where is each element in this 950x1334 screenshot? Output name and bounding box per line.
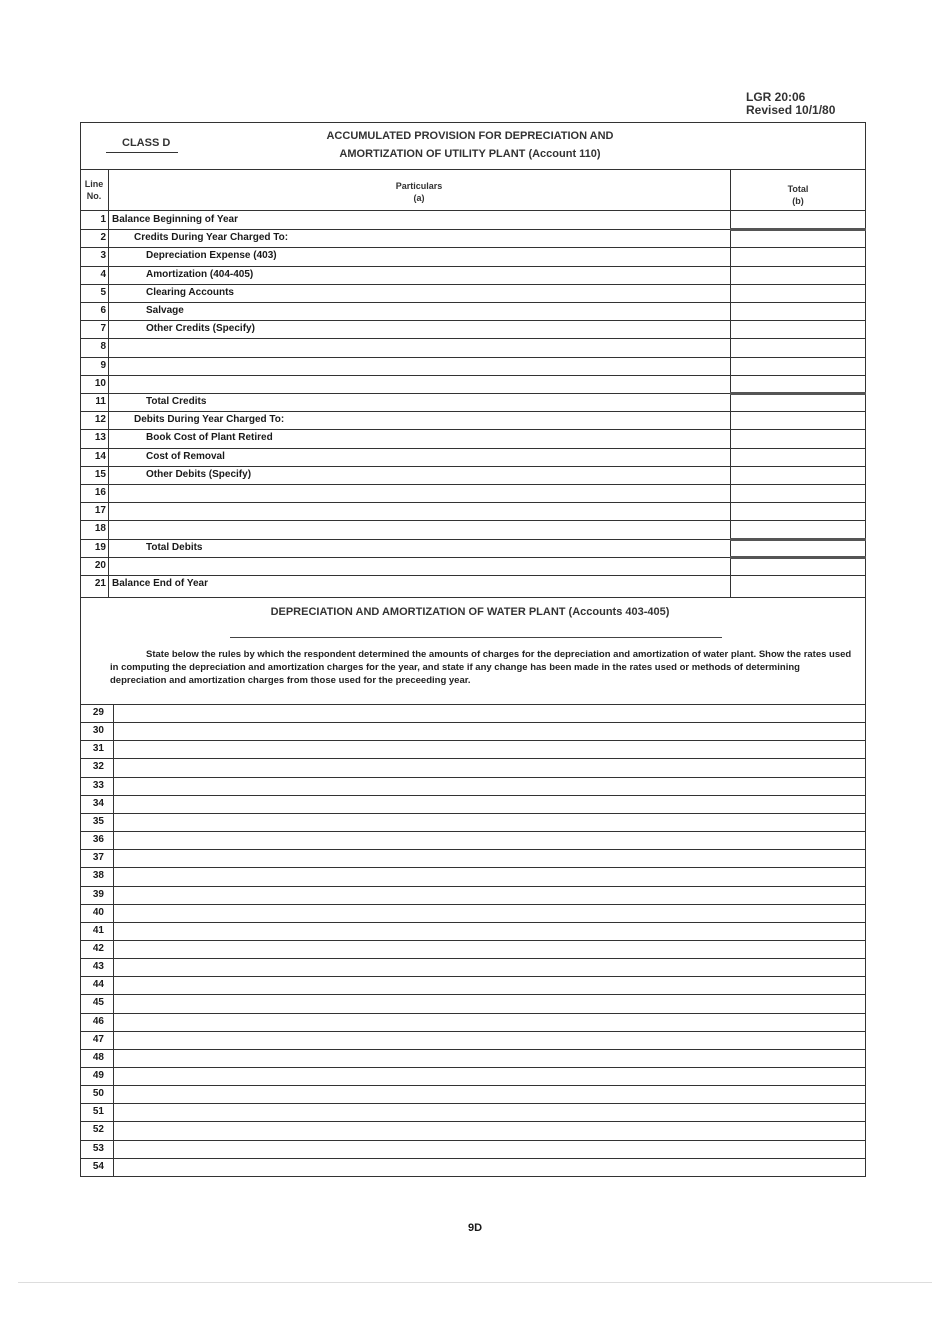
column-header-total: Total (b) xyxy=(787,184,809,206)
line-number: 53 xyxy=(92,1143,104,1154)
line-number: 13 xyxy=(94,432,106,443)
line-number: 51 xyxy=(92,1106,104,1117)
form-code xyxy=(746,91,835,117)
line-number: 31 xyxy=(92,743,104,754)
explanation-row xyxy=(80,1031,866,1049)
explanation-row xyxy=(80,777,866,795)
line-number: 50 xyxy=(92,1088,104,1099)
line-number: 5 xyxy=(100,287,106,298)
explanation-row xyxy=(80,758,866,776)
page-number: 9D xyxy=(467,1222,483,1234)
line-number: 39 xyxy=(92,889,104,900)
form-title-line-1: ACCUMULATED PROVISION FOR DEPRECIATION AND xyxy=(326,130,614,142)
line-number: 54 xyxy=(92,1161,104,1172)
line-number: 43 xyxy=(92,961,104,972)
table-row xyxy=(80,338,866,356)
explanation-row xyxy=(80,1013,866,1031)
line-number: 10 xyxy=(94,378,106,389)
line-number: 44 xyxy=(92,979,104,990)
explanation-row xyxy=(80,867,866,885)
particulars-text: Total Credits xyxy=(146,396,207,407)
line-number: 15 xyxy=(94,469,106,480)
explanation-row xyxy=(80,831,866,849)
total-cell-rule xyxy=(730,556,866,559)
line-number: 38 xyxy=(92,870,104,881)
table-row xyxy=(80,429,866,447)
form-title-line-2: AMORTIZATION OF UTILITY PLANT (Account 110) xyxy=(339,148,601,160)
particulars-text: Salvage xyxy=(146,305,184,316)
explanation-row xyxy=(80,904,866,922)
line-number: 9 xyxy=(100,360,106,371)
line-number: 33 xyxy=(92,780,104,791)
table-row xyxy=(80,466,866,484)
line-number: 18 xyxy=(94,523,106,534)
column-header-line-no: Line No. xyxy=(84,179,104,201)
line-number: 29 xyxy=(92,707,104,718)
line-number: 1 xyxy=(100,214,106,225)
explanation-row xyxy=(80,795,866,813)
section1-bottom-rule xyxy=(80,597,866,598)
explanation-row xyxy=(80,740,866,758)
particulars-text: Credits During Year Charged To: xyxy=(134,232,289,243)
row-divider xyxy=(80,1176,866,1177)
section2-title-rule xyxy=(230,637,722,638)
line-number: 30 xyxy=(92,725,104,736)
form-code-revised: Revised 10/1/80 xyxy=(746,103,836,117)
line-number: 36 xyxy=(92,834,104,845)
explanation-row xyxy=(80,958,866,976)
table-row xyxy=(80,357,866,375)
explanation-row xyxy=(80,922,866,940)
table-row xyxy=(80,320,866,338)
table-row xyxy=(80,284,866,302)
particulars-text: Other Credits (Specify) xyxy=(146,323,255,334)
explanation-row xyxy=(80,886,866,904)
explanation-row xyxy=(80,1067,866,1085)
explanation-row xyxy=(80,849,866,867)
explanation-row xyxy=(80,704,866,722)
table-row xyxy=(80,229,866,247)
table-row xyxy=(80,393,866,411)
line-number: 35 xyxy=(92,816,104,827)
line-number: 16 xyxy=(94,487,106,498)
line-number: 45 xyxy=(92,997,104,1008)
class-label: CLASS D xyxy=(122,137,171,149)
line-number: 4 xyxy=(100,269,106,280)
line-number: 7 xyxy=(100,323,106,334)
table-row xyxy=(80,411,866,429)
line-number: 21 xyxy=(94,578,106,589)
explanation-row xyxy=(80,976,866,994)
particulars-text: Total Debits xyxy=(146,542,203,553)
particulars-text: Amortization (404-405) xyxy=(146,269,254,280)
particulars-text: Clearing Accounts xyxy=(146,287,234,298)
particulars-text: Book Cost of Plant Retired xyxy=(146,432,273,443)
line-number: 42 xyxy=(92,943,104,954)
line-number: 40 xyxy=(92,907,104,918)
explanation-row xyxy=(80,1158,866,1176)
total-cell-rule xyxy=(730,392,866,395)
line-number: 6 xyxy=(100,305,106,316)
line-number: 46 xyxy=(92,1016,104,1027)
explanation-row xyxy=(80,722,866,740)
line-number: 48 xyxy=(92,1052,104,1063)
explanation-row xyxy=(80,1049,866,1067)
line-number: 47 xyxy=(92,1034,104,1045)
table-row xyxy=(80,557,866,575)
line-number: 32 xyxy=(92,761,104,772)
explanation-row xyxy=(80,1140,866,1158)
form-code-number: LGR 20:06 xyxy=(746,90,806,104)
table-row xyxy=(80,302,866,320)
class-label-underline xyxy=(106,152,178,153)
line-number: 41 xyxy=(92,925,104,936)
line-number: 52 xyxy=(92,1124,104,1135)
explanation-row xyxy=(80,994,866,1012)
total-cell-rule xyxy=(730,538,866,541)
explanation-row xyxy=(80,1121,866,1139)
table-row xyxy=(80,448,866,466)
explanation-row xyxy=(80,1103,866,1121)
table-row xyxy=(80,247,866,265)
line-number: 19 xyxy=(94,542,106,553)
line-number: 49 xyxy=(92,1070,104,1081)
particulars-text: Cost of Removal xyxy=(146,451,225,462)
line-number: 17 xyxy=(94,505,106,516)
table-row xyxy=(80,375,866,393)
explanation-row xyxy=(80,1085,866,1103)
explanation-row xyxy=(80,813,866,831)
line-number: 12 xyxy=(94,414,106,425)
particulars-text: Balance End of Year xyxy=(112,578,208,589)
line-number: 3 xyxy=(100,250,106,261)
line-number: 2 xyxy=(100,232,106,243)
form-title xyxy=(300,127,640,163)
line-number: 8 xyxy=(100,341,106,352)
line-number: 14 xyxy=(94,451,106,462)
particulars-text: Other Debits (Specify) xyxy=(146,469,252,480)
table-row xyxy=(80,266,866,284)
column-header-particulars: Particulars (a) xyxy=(395,181,443,203)
table-row xyxy=(80,575,866,593)
line-number: 34 xyxy=(92,798,104,809)
particulars-text: Depreciation Expense (403) xyxy=(146,250,277,261)
section2-instructions: State below the rules by which the respondent determined the amounts of charges for the depreciation and amortization of water plant. Show the rates used in computing the depreciation and amortization charges for the year, and state if any change has been made in the rates used or methods of determining depreciation and amortization charges from those used for the preceeding year. xyxy=(110,649,852,686)
table-row xyxy=(80,484,866,502)
particulars-text: Debits During Year Charged To: xyxy=(134,414,285,425)
line-number: 11 xyxy=(95,396,106,407)
table-row xyxy=(80,211,866,229)
explanation-row xyxy=(80,940,866,958)
particulars-text: Balance Beginning of Year xyxy=(112,214,238,225)
section2-title: DEPRECIATION AND AMORTIZATION OF WATER PLANT (Accounts 403-405) xyxy=(270,606,670,618)
bottom-rule xyxy=(18,1282,932,1283)
line-number: 37 xyxy=(92,852,104,863)
table-row xyxy=(80,520,866,538)
line-number: 20 xyxy=(94,560,106,571)
table-row xyxy=(80,539,866,557)
total-cell-rule xyxy=(730,228,866,231)
table-row xyxy=(80,502,866,520)
